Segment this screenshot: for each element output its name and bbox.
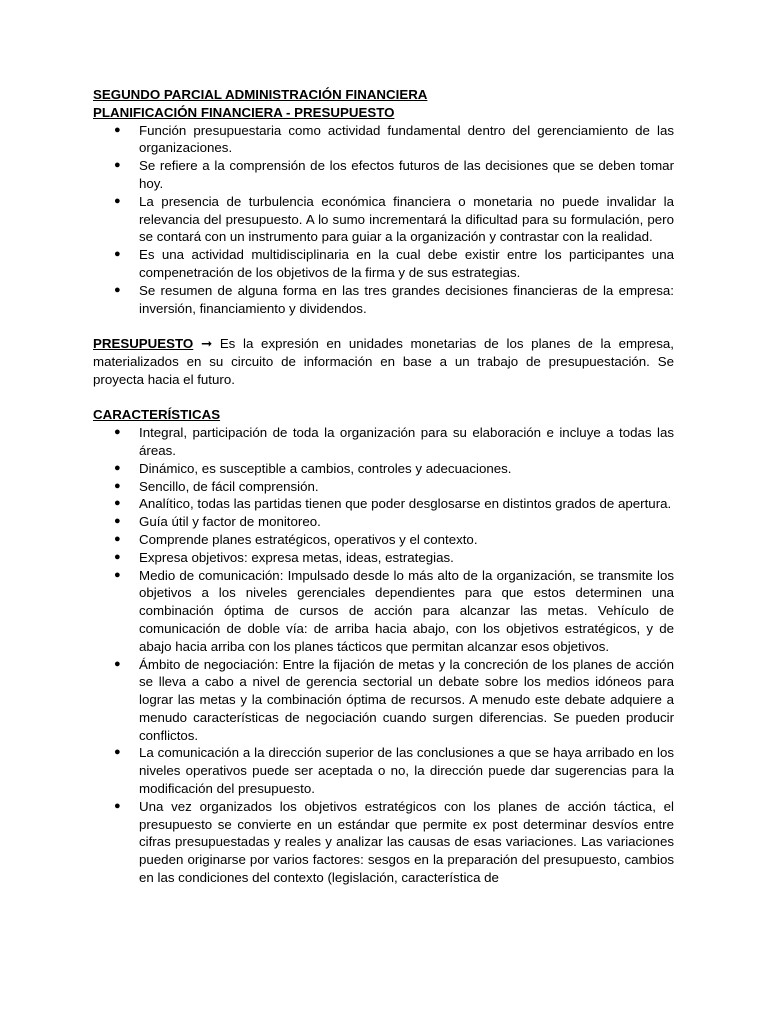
presupuesto-definition-paragraph (93, 335, 674, 388)
list-item (93, 656, 674, 745)
bullet-icon: ● (114, 426, 121, 439)
list-item (93, 460, 674, 478)
list-item-text: Guía útil y factor de monitoreo. (139, 514, 321, 530)
list-item (93, 478, 674, 496)
list-item-text: Función presupuestaria como actividad fundamental dentro del gerenciamiento de las organizaciones. (139, 122, 674, 156)
list-item (93, 549, 674, 567)
bullet-icon: ● (114, 657, 121, 670)
document-page (93, 86, 674, 887)
bullet-icon: ● (114, 159, 121, 172)
list-item (93, 122, 674, 158)
list-item-text: Dinámico, es susceptible a cambios, controles y adecuaciones. (139, 460, 512, 476)
caracteristicas-bullet-list (93, 424, 674, 887)
bullet-icon: ● (114, 550, 121, 563)
bullet-icon: ● (114, 746, 121, 759)
list-item (93, 798, 674, 887)
bullet-icon: ● (114, 497, 121, 510)
list-item-text: Integral, participación de toda la organización para su elaboración e incluye a todas las áreas. (139, 425, 674, 458)
list-item-text: Se refiere a la comprensión de los efectos futuros de las decisiones que se deben tomar hoy. (139, 158, 674, 191)
spacer (93, 317, 674, 335)
list-item-text: Ámbito de negociación: Entre la fijación de metas y la concreción de los planes de acción se lleva a cabo a nivel de gerencia sectorial un debate sobre los medios idóneos para lograr las metas y la combinación óptima de recursos. A menudo este debate adquiere a menudo características de negociación cuando surgen diferencias. Se pueden producir conflictos. (139, 656, 674, 743)
list-item (93, 531, 674, 549)
list-item-text: Comprende planes estratégicos, operativos y el contexto. (139, 531, 478, 547)
list-item-text: Expresa objetivos: expresa metas, ideas, estrategias. (139, 549, 454, 565)
bullet-icon: ● (114, 123, 121, 136)
bullet-icon: ● (114, 194, 121, 207)
list-item-text: La comunicación a la dirección superior de las conclusiones a que se haya arribado en los niveles operativos puede ser aceptada o no, la dirección puede dar sugerencias para la modificación del presupuesto. (139, 745, 674, 797)
arrow-icon: ➞ (200, 336, 213, 352)
list-item-text: La presencia de turbulencia económica financiera o monetaria no puede invalidar la relevancia del presupuesto. A lo sumo incrementará la dificultad para su formulación, pero se contará con un instrumento para guiar a la organización y contrastar con la realidad. (139, 193, 674, 245)
bullet-icon: ● (114, 479, 121, 492)
list-item (93, 567, 674, 656)
list-item-text: Medio de comunicación: Impulsado desde lo más alto de la organización, se transmite los objetivos a los niveles gerenciales dependientes para que estos determinen una combinación óptima de cursos de acción para alcanzar las metas. Vehículo de comunicación de doble vía: de arriba hacia abajo, con los objetivos estratégicos, y de abajo hacia arriba con los planes tácticos que permitan alcanzar esos objetivos. (139, 567, 674, 654)
list-item-text: Sencillo, de fácil comprensión. (139, 478, 319, 494)
list-item (93, 513, 674, 531)
spacer (93, 389, 674, 407)
bullet-icon: ● (114, 532, 121, 545)
bullet-icon: ● (114, 283, 121, 296)
list-item-text: Es una actividad multidisciplinaria en la cual debe existir entre los participantes una compenetración de los objetivos de la firma y de sus estrategias. (139, 247, 674, 280)
list-item-text: Una vez organizados los objetivos estratégicos con los planes de acción táctica, el presupuesto se convierte en un estándar que permite ex post determinar desvíos entre cifras presupuestadas y reales y analizar las causas de esas variaciones. Las variaciones pueden originarse por varios factores: sesgos en la preparación del presupuesto, cambios en las condiciones del contexto (legislación, característica de (139, 798, 674, 886)
presupuesto-term: PRESUPUESTO (93, 336, 194, 352)
document-title: SEGUNDO PARCIAL ADMINISTRACIÓN FINANCIERA (93, 87, 428, 102)
list-item-text: Se resumen de alguna forma en las tres grandes decisiones financieras de la empresa: inversión, financiamiento y dividendos. (139, 282, 674, 316)
intro-bullet-list (93, 122, 674, 318)
list-item (93, 246, 674, 282)
bullet-icon: ● (114, 515, 121, 528)
list-item (93, 424, 674, 460)
bullet-icon: ● (114, 568, 121, 581)
document-subtitle: PLANIFICACIÓN FINANCIERA - PRESUPUESTO (93, 104, 395, 120)
bullet-icon: ● (114, 248, 121, 261)
presupuesto-definition-text: Es la expresión en unidades monetarias de los planes de la empresa, materializados en su circuito de información en base a un trabajo de presupuestación. Se proyecta hacia el futuro. (93, 336, 674, 387)
list-item-text: Analítico, todas las partidas tienen que poder desglosarse en distintos grados de apertura. (139, 496, 672, 512)
list-item (93, 282, 674, 318)
bullet-icon: ● (114, 461, 121, 474)
bullet-icon: ● (114, 799, 121, 812)
list-item (93, 157, 674, 193)
list-item (93, 744, 674, 797)
list-item (93, 495, 674, 513)
list-item (93, 193, 674, 246)
caracteristicas-heading: CARACTERÍSTICAS (93, 407, 221, 423)
